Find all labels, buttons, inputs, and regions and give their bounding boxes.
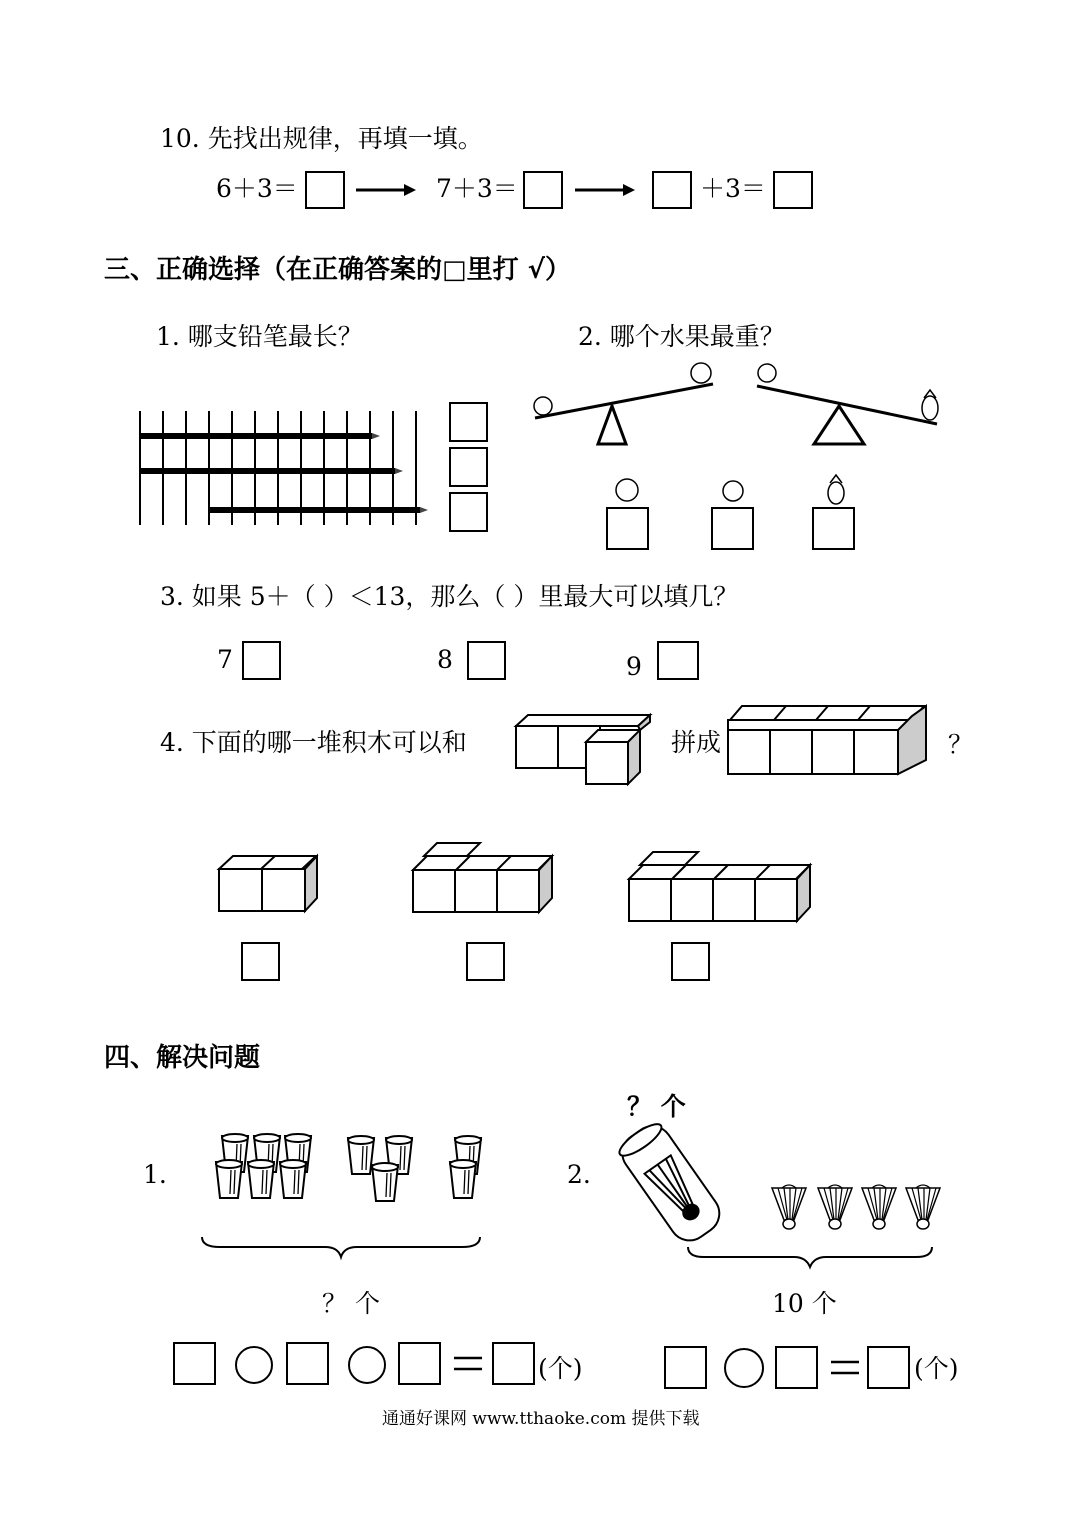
fruit-choices-figure — [614, 475, 854, 505]
s3-q4-mid: 拼成 — [671, 728, 722, 757]
p1-box-3[interactable] — [398, 1342, 441, 1385]
block-option-1 — [216, 853, 322, 915]
s3-q1-text: 1. 哪支铅笔最长？ — [156, 322, 363, 351]
s3-q3-option-box-1[interactable] — [242, 641, 281, 680]
q10-answer-box-2[interactable] — [523, 171, 563, 209]
s3-q4-text: 4. 下面的哪一堆积木可以和 — [160, 728, 467, 757]
pencil-choice-box-3[interactable] — [449, 492, 488, 532]
q10-title: 10. 先找出规律，再填一填。 — [160, 124, 483, 153]
block-option-2 — [410, 840, 558, 916]
cups-figure — [210, 1130, 490, 1210]
block-figure-given — [512, 712, 662, 788]
shuttlecock-tube-figure — [612, 1120, 734, 1250]
block-choice-box-3[interactable] — [671, 942, 710, 981]
s4-p2-number: 2. — [567, 1160, 591, 1189]
block-figure-target — [726, 704, 932, 778]
balance-scales-figure — [525, 360, 955, 450]
p1-operator-circle-2[interactable] — [348, 1346, 386, 1384]
s3-q3-option-label-3: 9 — [626, 652, 642, 681]
fruit-choice-box-3[interactable] — [812, 507, 855, 550]
q10-eq2: 7＋3＝ — [436, 174, 518, 203]
arrow-right-icon — [575, 180, 637, 200]
shuttlecocks-figure — [768, 1182, 948, 1232]
p1-box-1[interactable] — [173, 1342, 216, 1385]
block-option-3 — [626, 849, 816, 925]
s4-p1-number: 1. — [143, 1160, 167, 1189]
fruit-choice-box-2[interactable] — [711, 507, 754, 550]
s3-q2-text: 2. 哪个水果最重？ — [578, 322, 785, 351]
q10-answer-box-3[interactable] — [652, 171, 692, 209]
pencil-choice-box-2[interactable] — [449, 447, 488, 487]
fruit-choice-box-1[interactable] — [606, 507, 649, 550]
s3-q3-text: 3. 如果 5＋（ ）＜13，那么（ ）里最大可以填几？ — [160, 582, 739, 611]
p1-answer-box[interactable] — [492, 1342, 535, 1385]
pencils-figure — [135, 405, 435, 530]
s3-q3-option-box-3[interactable] — [657, 641, 699, 680]
s3-q3-option-label-1: 7 — [217, 645, 233, 674]
section3-title: 三、正确选择（在正确答案的□里打 √） — [104, 255, 571, 285]
s4-p1-question-label: ？ 个 — [322, 1289, 380, 1318]
q10-answer-box-1[interactable] — [305, 171, 345, 209]
brace-1-icon — [200, 1235, 482, 1259]
equals-sign-icon — [454, 1354, 484, 1374]
s3-q4-end: ？ — [948, 730, 974, 759]
footer-text: 通通好课网 www.tthaoke.com 提供下载 — [382, 1409, 700, 1429]
block-choice-box-2[interactable] — [466, 942, 505, 981]
s4-p2-total-label: 10 个 — [772, 1289, 837, 1318]
p2-answer-box[interactable] — [867, 1346, 910, 1389]
p2-box-2[interactable] — [775, 1346, 818, 1389]
block-choice-box-1[interactable] — [241, 942, 280, 981]
p1-box-2[interactable] — [286, 1342, 329, 1385]
pencil-choice-box-1[interactable] — [449, 402, 488, 442]
equals-sign-icon — [831, 1358, 861, 1378]
q10-answer-box-4[interactable] — [773, 171, 813, 209]
s4-p2-top-label: ？ 个 — [627, 1092, 686, 1121]
p1-operator-circle-1[interactable] — [235, 1346, 273, 1384]
p2-unit: (个) — [914, 1354, 959, 1383]
section4-title: 四、解决问题 — [104, 1043, 261, 1073]
q10-eq3: ＋3＝ — [700, 174, 766, 203]
brace-2-icon — [686, 1245, 936, 1269]
s3-q3-option-box-2[interactable] — [467, 641, 506, 680]
s3-q3-option-label-2: 8 — [437, 645, 453, 674]
arrow-right-icon — [356, 180, 418, 200]
q10-eq1: 6＋3＝ — [216, 174, 298, 203]
p2-box-1[interactable] — [664, 1346, 707, 1389]
p1-unit: (个) — [538, 1354, 583, 1383]
p2-operator-circle[interactable] — [724, 1348, 764, 1388]
